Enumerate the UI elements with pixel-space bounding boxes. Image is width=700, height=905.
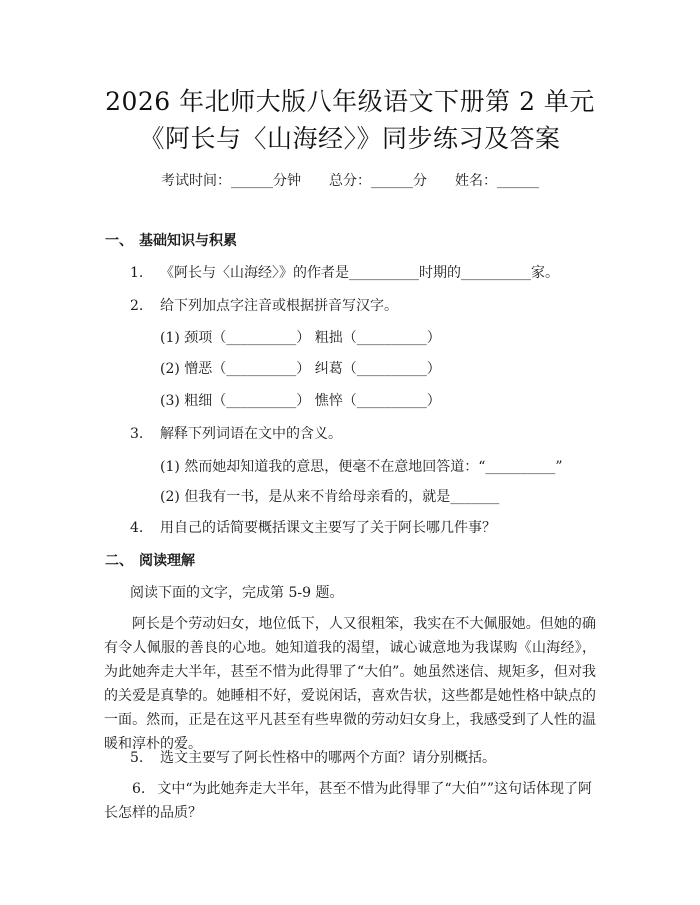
reading-lead: 阅读下面的文字，完成第 5-9 题。	[130, 585, 344, 601]
section-title: 阅读理解	[139, 553, 195, 569]
question-text: 用自己的话简要概括课文主要写了关于阿长哪几件事？	[160, 520, 496, 536]
question-number: 3.	[130, 426, 144, 442]
question-2-item-2: (2) 憎恶（__________） 纠葛（__________）	[160, 361, 441, 377]
question-5	[130, 747, 496, 767]
question-text: 《阿长与〈山海经〉》的作者是__________时期的__________家。	[160, 265, 559, 281]
question-2-item-1: (1) 颈项（__________） 粗拙（__________）	[160, 330, 441, 346]
question-number: 5.	[130, 750, 144, 766]
exam-time: 考试时间：______分钟	[161, 173, 301, 189]
question-2	[130, 295, 398, 315]
question-2-item-3: (3) 粗细（__________） 憔悴（__________）	[160, 393, 441, 409]
question-text: 解释下列词语在文中的含义。	[160, 426, 342, 442]
section-title: 基础知识与积累	[139, 233, 237, 249]
question-number: 6.	[132, 781, 146, 797]
question-1	[130, 262, 559, 282]
question-3-item-2: (2) 但我有一书，是从来不肯给母亲看的，就是_______	[160, 489, 500, 505]
section-heading-2	[105, 550, 195, 570]
question-6	[104, 777, 598, 825]
section-number: 一、	[105, 233, 133, 249]
exam-info	[0, 170, 700, 190]
question-text: 给下列加点字注音或根据拼音写汉字。	[160, 298, 398, 314]
title-line-2: 《阿长与〈山海经〉》同步练习及答案	[139, 124, 561, 153]
question-number: 2.	[130, 298, 144, 314]
section-heading-1	[105, 230, 237, 250]
question-text: 选文主要写了阿长性格中的哪两个方面？请分别概括。	[160, 750, 496, 766]
question-3-item-1: (1) 然而她却知道我的意思，便毫不在意地回答道：“__________”	[160, 459, 563, 475]
question-number: 4.	[130, 520, 144, 536]
section-number: 二、	[105, 553, 133, 569]
title-line-1: 2026 年北师大版八年级语文下册第 2 单元	[105, 87, 595, 116]
question-number: 1.	[130, 265, 144, 281]
question-3	[130, 423, 342, 443]
exam-score: 总分：______分	[329, 173, 427, 189]
exam-name: 姓名：______	[455, 173, 539, 189]
question-text: 文中“为此她奔走大半年，甚至不惜为此得罪了“大伯””这句话体现了阿长怎样的品质？	[104, 781, 592, 821]
question-4	[130, 517, 496, 537]
reading-passage: 阿长是个劳动妇女，地位低下，人又很粗笨，我实在不大佩服她。但她的确有令人佩服的善良的心地。她知道我的渴望，诚心诚意地为我谋购《山海经》，为此她奔走大半年，甚至不惜为此得罪了“大伯”。她虽然迷信、规矩多，但对我的关爱是真挚的。她睡相不好，爱说闲话，喜欢告状，这些都是她性格中缺点的一面。然而，正是在这平凡甚至有些卑微的劳动妇女身上，我感受到了人性的温暖和淳朴的爱。	[104, 616, 596, 752]
